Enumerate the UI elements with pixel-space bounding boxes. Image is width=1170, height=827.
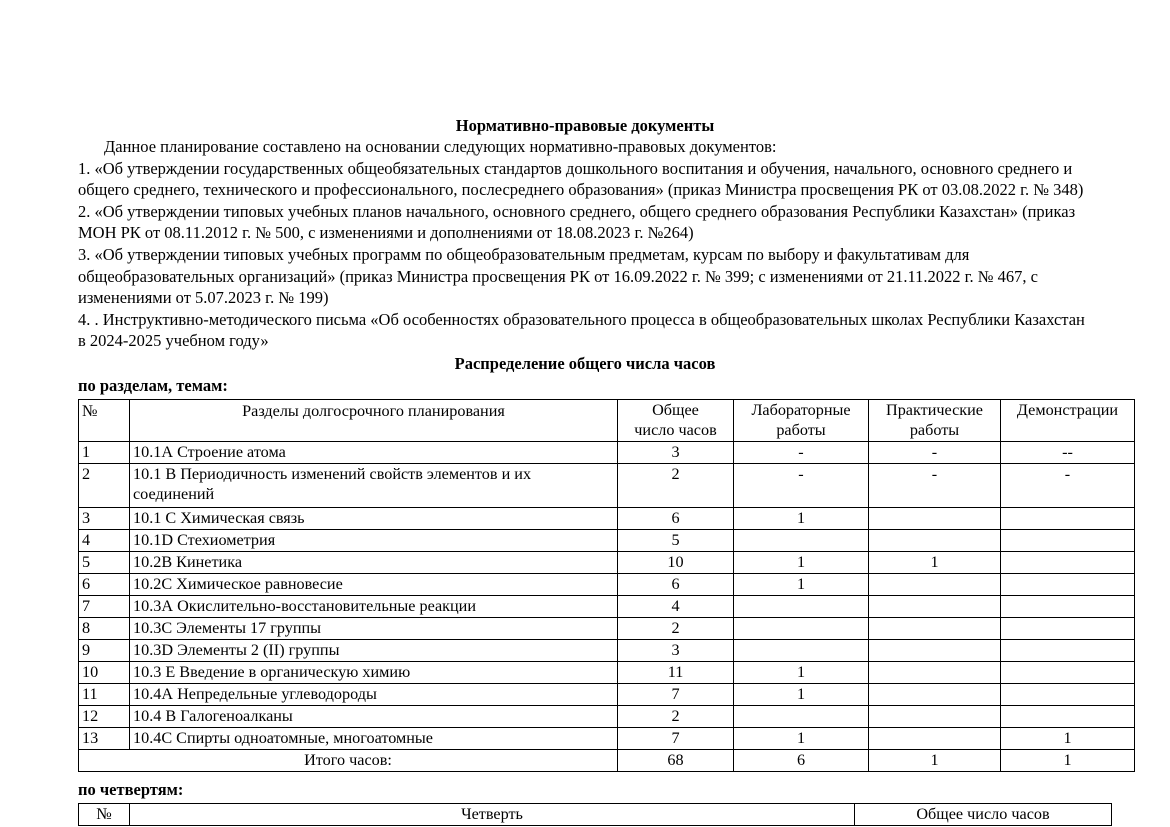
- total-demonstrations: 1: [1001, 749, 1135, 771]
- row-lab-works: [734, 617, 869, 639]
- page-title: Нормативно-правовые документы: [455, 116, 715, 135]
- quarters-header-quarter: Четверть: [130, 803, 855, 825]
- hours-distribution-table: [78, 399, 1135, 772]
- row-demonstrations: [1001, 617, 1135, 639]
- table-row: [79, 639, 1135, 661]
- quarters-header-total-hours: Общее число часов: [855, 803, 1112, 825]
- normative-item-4: 4. . Инструктивно-методического письма «Об особенностях образовательного процесса в общеобразовательных школах Республики Казахстан в 2024-2025 учебном году»: [78, 309, 1085, 351]
- row-lab-works: 1: [734, 683, 869, 705]
- row-practical-works: [869, 705, 1001, 727]
- row-number: 7: [79, 595, 130, 617]
- row-lab-works: [734, 529, 869, 551]
- row-lab-works: -: [734, 463, 869, 507]
- row-number: 2: [79, 463, 130, 507]
- total-practical-works: 1: [869, 749, 1001, 771]
- total-lab-works: 6: [734, 749, 869, 771]
- table-row: [79, 595, 1135, 617]
- table-row: [79, 551, 1135, 573]
- table-header: [79, 399, 1135, 441]
- row-number: 4: [79, 529, 130, 551]
- row-practical-works: 1: [869, 551, 1001, 573]
- header-topic: Разделы долгосрочного планирования: [130, 399, 618, 441]
- row-topic: 10.4С Спирты одноатомные, многоатомные: [130, 727, 618, 749]
- row-demonstrations: [1001, 529, 1135, 551]
- table-row: [79, 617, 1135, 639]
- row-practical-works: [869, 617, 1001, 639]
- quarters-table: [78, 803, 1112, 826]
- header-practical-works: [869, 399, 1001, 441]
- row-practical-works: [869, 661, 1001, 683]
- row-topic: 10.1D Стехиометрия: [130, 529, 618, 551]
- subheading-by-quarters: по четвертям:: [78, 779, 184, 799]
- row-practical-works: [869, 529, 1001, 551]
- row-total-hours: 2: [618, 705, 734, 727]
- row-demonstrations: [1001, 551, 1135, 573]
- row-topic: 10.3D Элементы 2 (II) группы: [130, 639, 618, 661]
- total-hours: 68: [618, 749, 734, 771]
- table-row: [79, 661, 1135, 683]
- row-topic: 10.3А Окислительно-восстановительные реакции: [130, 595, 618, 617]
- table-row: [79, 705, 1135, 727]
- row-topic: 10.1 С Химическая связь: [130, 507, 618, 529]
- header-demonstrations: Демонстрации: [1001, 399, 1135, 441]
- table-row: [79, 463, 1135, 507]
- intro-paragraph: Данное планирование составлено на основании следующих нормативно-правовых документов:: [104, 137, 777, 156]
- row-total-hours: 5: [618, 529, 734, 551]
- row-practical-works: -: [869, 463, 1001, 507]
- header-practical-works-line2: работы: [909, 420, 960, 439]
- row-number: 9: [79, 639, 130, 661]
- row-demonstrations: [1001, 507, 1135, 529]
- row-total-hours: 2: [618, 617, 734, 639]
- row-demonstrations: [1001, 573, 1135, 595]
- document-content: [78, 115, 1119, 826]
- row-total-hours: 6: [618, 573, 734, 595]
- header-number: №: [79, 399, 130, 441]
- row-demonstrations: [1001, 661, 1135, 683]
- row-total-hours: 7: [618, 727, 734, 749]
- row-lab-works: 1: [734, 507, 869, 529]
- normative-item-2: 2. «Об утверждении типовых учебных планов начального, основного среднего, общего среднего образования Республики Казахстан» (приказ МОН РК от 08.11.2012 г. № 500, с изменениями и дополнениями от 18.08.2023 г. №264): [78, 201, 1076, 243]
- row-practical-works: [869, 573, 1001, 595]
- row-number: 12: [79, 705, 130, 727]
- row-practical-works: [869, 595, 1001, 617]
- normative-item-3: 3. «Об утверждении типовых учебных программ по общеобразовательным предметам, курсам по выбору и факультативам для общеобразовательных организаций» (приказ Министра просвещения РК от 16.09.2022 г. № 399; с изменениями от 21.11.2022 г. № 467, с изменениями от 5.07.2023 г. № 199): [78, 244, 1038, 308]
- row-demonstrations: [1001, 595, 1135, 617]
- row-total-hours: 3: [618, 441, 734, 463]
- row-lab-works: 1: [734, 573, 869, 595]
- row-lab-works: [734, 705, 869, 727]
- table-row: [79, 683, 1135, 705]
- row-topic: 10.4А Непредельные углеводороды: [130, 683, 618, 705]
- header-practical-works-line1: Практические: [886, 400, 983, 419]
- table-row: [79, 441, 1135, 463]
- row-total-hours: 3: [618, 639, 734, 661]
- row-total-hours: 4: [618, 595, 734, 617]
- row-lab-works: -: [734, 441, 869, 463]
- row-total-hours: 11: [618, 661, 734, 683]
- row-number: 5: [79, 551, 130, 573]
- table-body: [79, 441, 1135, 771]
- row-topic: 10.3С Элементы 17 группы: [130, 617, 618, 639]
- row-number: 6: [79, 573, 130, 595]
- quarters-table-header-row: [79, 803, 1112, 825]
- table-row: [79, 573, 1135, 595]
- row-lab-works: 1: [734, 727, 869, 749]
- row-number: 8: [79, 617, 130, 639]
- row-number: 10: [79, 661, 130, 683]
- row-demonstrations: 1: [1001, 727, 1135, 749]
- row-practical-works: [869, 683, 1001, 705]
- row-practical-works: [869, 639, 1001, 661]
- row-topic: 10.2С Химическое равновесие: [130, 573, 618, 595]
- section-title-hours-distribution: Распределение общего числа часов: [454, 353, 716, 373]
- row-lab-works: 1: [734, 551, 869, 573]
- row-total-hours: 6: [618, 507, 734, 529]
- row-total-hours: 2: [618, 463, 734, 507]
- quarters-table-body: [79, 803, 1112, 825]
- row-lab-works: 1: [734, 661, 869, 683]
- row-total-hours: 10: [618, 551, 734, 573]
- row-lab-works: [734, 595, 869, 617]
- row-topic: 10.3 Е Введение в органическую химию: [130, 661, 618, 683]
- row-topic: 10.1 В Периодичность изменений свойств элементов и их соединений: [130, 463, 618, 507]
- table-row: [79, 507, 1135, 529]
- row-practical-works: -: [869, 441, 1001, 463]
- row-lab-works: [734, 639, 869, 661]
- table-row: [79, 727, 1135, 749]
- row-practical-works: [869, 507, 1001, 529]
- header-lab-works-line2: работы: [776, 420, 826, 439]
- row-demonstrations: [1001, 639, 1135, 661]
- quarters-header-number: №: [79, 803, 130, 825]
- header-total-hours-line1: Общее: [652, 400, 699, 419]
- table-header-row: [79, 399, 1135, 441]
- row-practical-works: [869, 727, 1001, 749]
- table-row: [79, 529, 1135, 551]
- total-label: Итого часов:: [79, 749, 618, 771]
- normative-item-1: 1. «Об утверждении государственных общеобязательных стандартов дошкольного воспитания и обучения, начального, основного среднего и общего среднего, технического и профессионального, послесреднего образования» (приказ Министра просвещения РК от 03.08.2022 г. № 348): [78, 158, 1084, 200]
- header-lab-works-line1: Лабораторные: [751, 400, 851, 419]
- row-topic: 10.1А Строение атома: [130, 441, 618, 463]
- row-number: 1: [79, 441, 130, 463]
- row-demonstrations: -: [1001, 463, 1135, 507]
- row-number: 11: [79, 683, 130, 705]
- row-demonstrations: [1001, 705, 1135, 727]
- header-lab-works: [734, 399, 869, 441]
- header-total-hours-line2: число часов: [634, 420, 717, 439]
- table-total-row: [79, 749, 1135, 771]
- subheading-by-sections: по разделам, темам:: [78, 375, 228, 395]
- row-total-hours: 7: [618, 683, 734, 705]
- row-number: 13: [79, 727, 130, 749]
- row-topic: 10.2В Кинетика: [130, 551, 618, 573]
- row-number: 3: [79, 507, 130, 529]
- row-demonstrations: [1001, 683, 1135, 705]
- header-total-hours: [618, 399, 734, 441]
- row-topic: 10.4 В Галогеноалканы: [130, 705, 618, 727]
- row-demonstrations: --: [1001, 441, 1135, 463]
